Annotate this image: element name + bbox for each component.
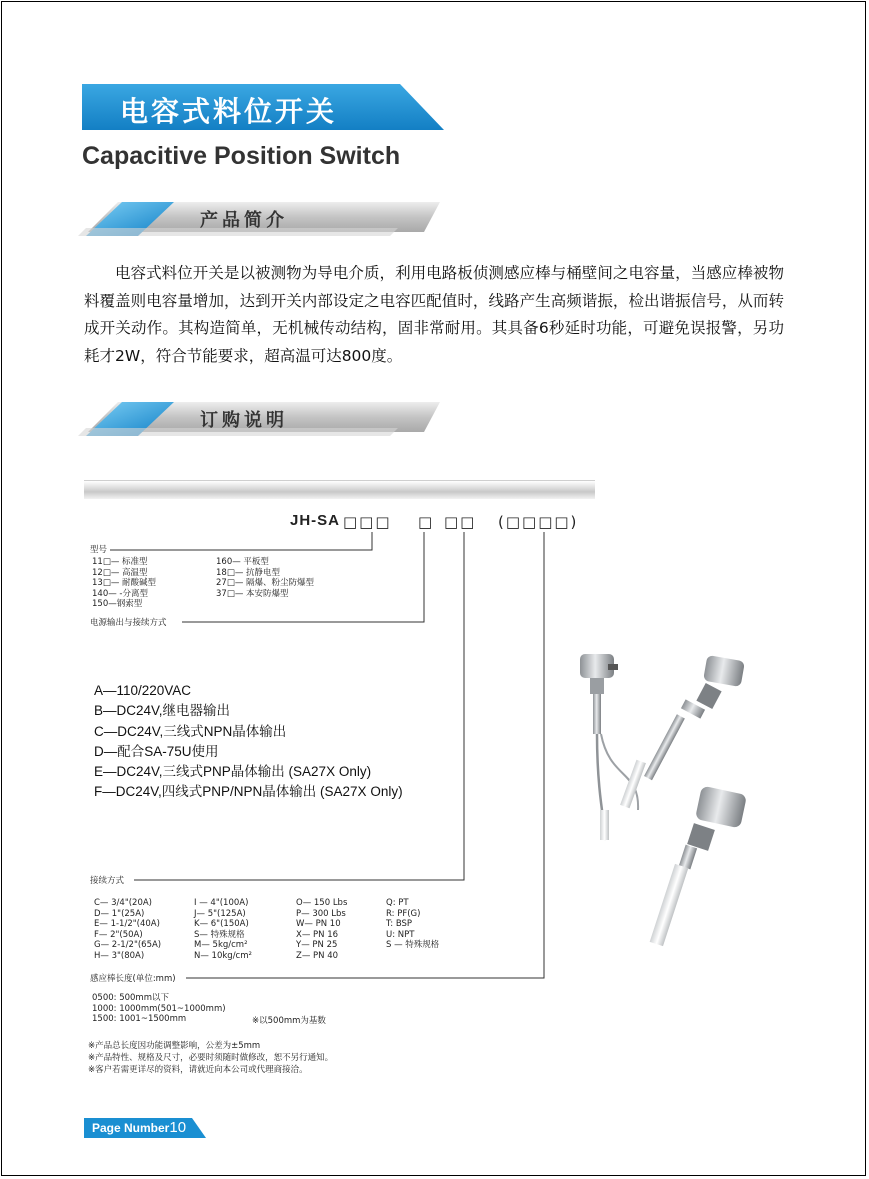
model-item: 140— -分离型 [92, 588, 148, 599]
connection-item: P— 300 Lbs [296, 908, 346, 919]
section-label-intro: 产品简介 [200, 210, 288, 231]
model-item: 13□— 耐酸碱型 [92, 578, 157, 588]
model-item: 12□— 高温型 [92, 567, 148, 578]
connection-item: O— 150 Lbs [296, 898, 348, 908]
footnote: ※产品特性、规格及尺寸，必要时须随时做修改，恕不另行通知。 [88, 1053, 334, 1063]
power-heading: 电源输出与接续方式 [90, 618, 167, 628]
connection-item: Q: PT [386, 898, 409, 908]
connection-item: I — 4"(100A) [194, 898, 249, 908]
connection-item: K— 6"(150A) [194, 919, 249, 929]
connection-item: F— 2"(50A) [94, 929, 143, 940]
connection-heading: 接续方式 [90, 876, 125, 886]
page-number [92, 1119, 186, 1136]
order-code-group2: □ [418, 513, 435, 531]
power-item: F—DC24V,四线式PNP/NPN晶体输出 (SA27X Only) [94, 784, 403, 800]
power-list [94, 681, 403, 803]
product-unit-cable [580, 654, 638, 840]
connection-col4 [386, 898, 439, 951]
model-item: 27□— 隔爆、粉尘防爆型 [216, 578, 315, 588]
connection-item: E— 1-1/2"(40A) [94, 919, 160, 929]
product-unit-angled [620, 655, 745, 808]
connector-model [110, 532, 372, 550]
footnotes [88, 1040, 333, 1076]
model-list-col2 [216, 557, 314, 599]
power-item: E—DC24V,三线式PNP晶体输出 (SA27X Only) [94, 764, 372, 780]
model-heading: 型号 [90, 545, 108, 555]
section-label-order: 订购说明 [200, 410, 288, 431]
connection-item: H— 3"(80A) [94, 950, 145, 961]
connection-item: Y— PN 25 [296, 940, 338, 950]
length-list [92, 993, 226, 1025]
connection-item: M— 5kg/cm² [194, 940, 248, 950]
footnote: ※客户若需更详尽的资料，请就近向本公司或代理商接洽。 [88, 1065, 308, 1075]
connection-item: C— 3/4"(20A) [94, 898, 152, 908]
product-photo [570, 650, 765, 950]
length-item: 1000: 1000mm(501~1000mm) [92, 1003, 226, 1014]
connection-item: S — 特殊规格 [386, 940, 440, 950]
length-note: ※以500mm为基数 [252, 1016, 326, 1026]
connection-item: T: BSP [386, 919, 413, 929]
page-title-en: Capacitive Position Switch [82, 142, 401, 170]
footnote: ※产品总长度因功能调整影响，公差为±5mm [88, 1041, 261, 1051]
order-code-group1: □□□ [343, 513, 392, 531]
page-title-zh: 电容式料位开关 [120, 95, 338, 128]
model-item: 160— 平板型 [216, 557, 269, 567]
model-item: 11□— 标准型 [92, 557, 148, 567]
connection-item: R: PF(G) [386, 908, 421, 919]
length-heading: 感应棒长度(单位:mm) [90, 974, 176, 984]
order-code-group4: (□□□□) [498, 513, 579, 531]
connection-item: Z— PN 40 [296, 950, 339, 961]
order-code-group3: □□ [444, 513, 477, 531]
page-number-label: Page Number [92, 1121, 170, 1135]
page-number-value: 10 [169, 1119, 187, 1136]
power-item: D—配合SA-75U使用 [94, 743, 219, 759]
connection-item: G— 2-1/2"(65A) [94, 940, 162, 950]
connection-item: N— 10kg/cm² [194, 950, 252, 961]
length-item: 1500: 1001~1500mm [92, 1014, 187, 1024]
connection-item: X— PN 16 [296, 929, 339, 940]
model-item: 18□— 抗静电型 [216, 567, 281, 578]
connection-item: D— 1"(25A) [94, 908, 145, 919]
product-unit-front [650, 786, 747, 947]
connection-item: U: NPT [386, 929, 415, 940]
power-item: C—DC24V,三线式NPN晶体输出 [94, 723, 287, 739]
length-item: 0500: 500mm以下 [92, 993, 169, 1003]
intro-text: 电容式料位开关是以被测物为导电介质，利用电路板侦测感应棒与桶壁间之电容量，当感应棒被物料覆盖则电容量增加，达到开关内部设定之电容匹配值时，线路产生高频谐振，检出谐振信号，从而转成开关动作。其构造简单，无机械传动结构，固非常耐用。其具备6秒延时功能，可避免误报警，另功耗才2W，符合节能要求，超高温可达800度。 [84, 264, 784, 365]
model-list-col1 [92, 557, 156, 610]
model-item: 37□— 本安防爆型 [216, 588, 289, 599]
order-code-prefix: JH-SA [290, 512, 341, 529]
connection-col3 [296, 898, 347, 961]
connection-item: S— 特殊规格 [194, 929, 245, 940]
connection-col2 [194, 898, 252, 961]
model-item: 150—钢索型 [92, 599, 143, 609]
connection-item: W— PN 10 [296, 919, 341, 929]
power-item: A—110/220VAC [94, 683, 192, 698]
connection-item: J— 5"(125A) [194, 908, 246, 919]
power-item: B—DC24V,继电器输出 [94, 703, 231, 719]
connection-col1 [94, 898, 161, 961]
